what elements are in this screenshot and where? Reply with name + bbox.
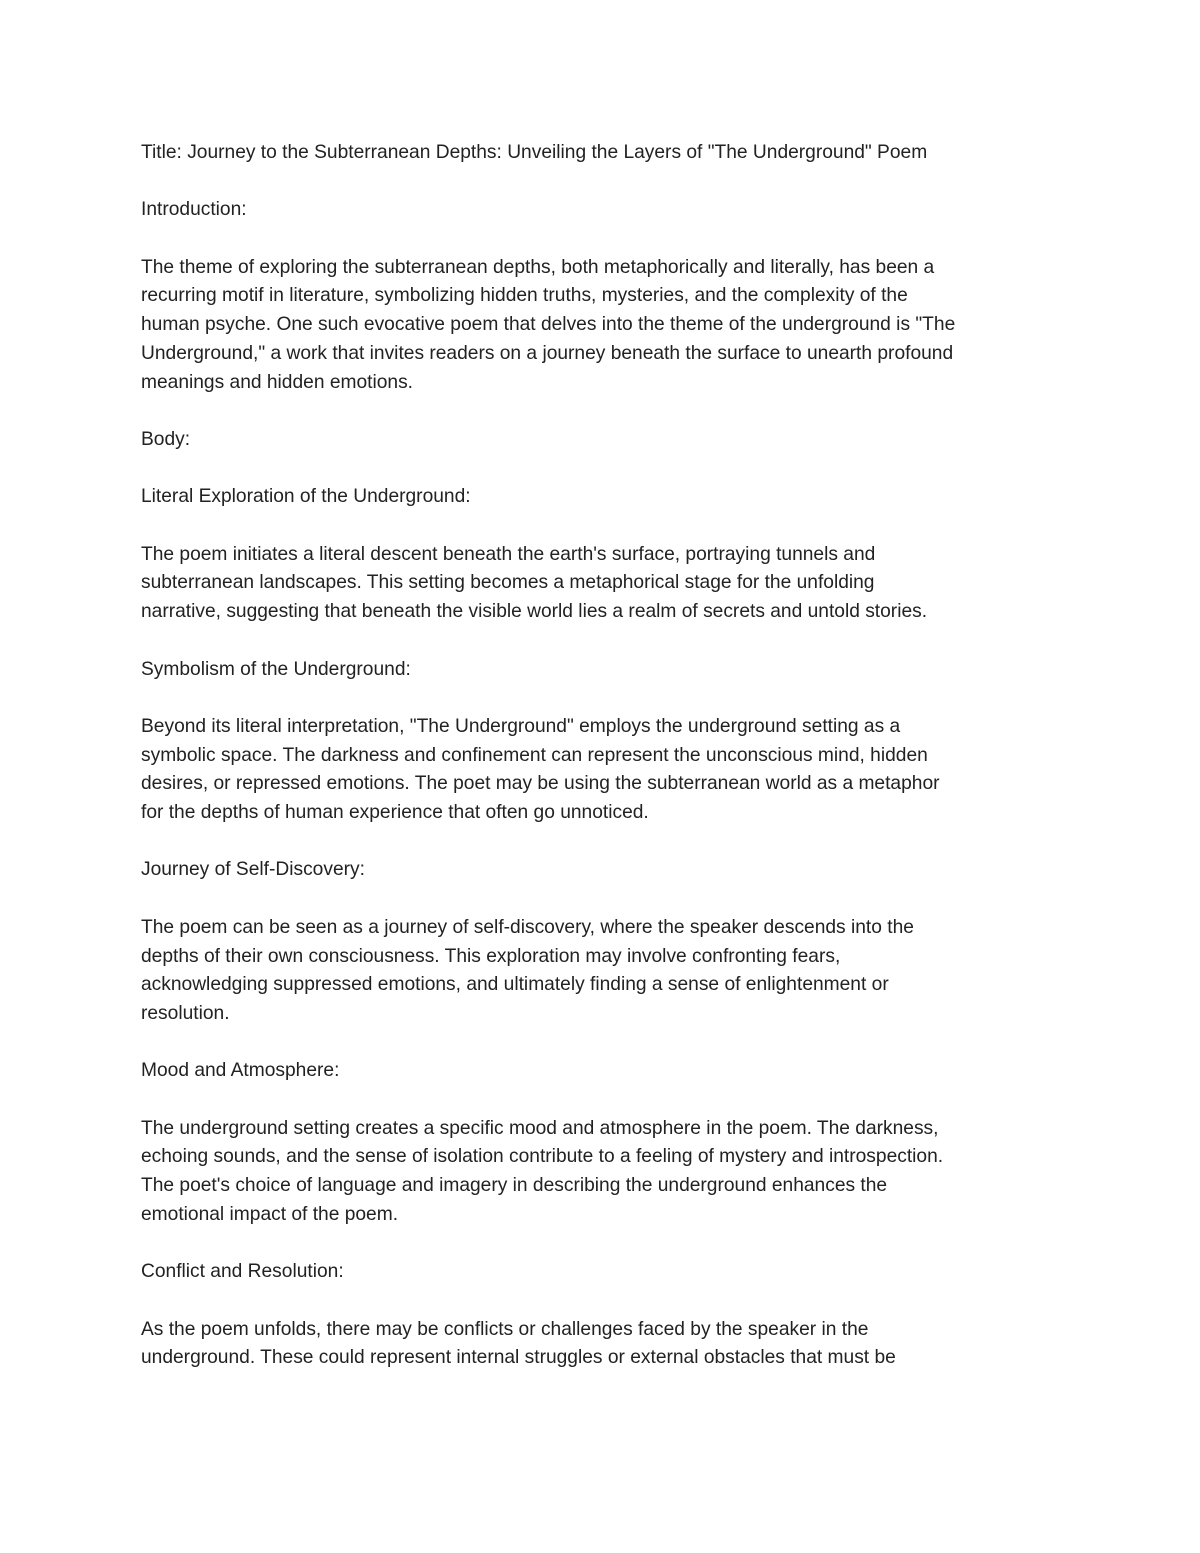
section-heading-symbolism: Symbolism of the Underground:: [141, 658, 411, 680]
body-heading: Body:: [141, 428, 191, 450]
section-paragraph-conflict-resolution: As the poem unfolds, there may be conflicts or challenges faced by the speaker in the underground. These could represent internal struggles or external obstacles that must be: [141, 1318, 896, 1369]
section-heading-literal-exploration: Literal Exploration of the Underground:: [141, 486, 471, 508]
section-paragraph-symbolism: Beyond its literal interpretation, "The Underground" employs the underground setting as a symbolic space. The darkness and confinement can represent the unconscious mind, hidden desires, or repressed emotions. The poet may be using the subterranean world as a metaphor for the depths of human experience that often go unnoticed.: [141, 715, 940, 824]
section-paragraph-self-discovery: The poem can be seen as a journey of self-discovery, where the speaker descends into the depths of their own consciousness. This exploration may involve confronting fears, acknowledging suppressed emotions, and ultimately finding a sense of enlightenment or resolution.: [141, 916, 914, 1024]
document-title: Title: Journey to the Subterranean Depths: Unveiling the Layers of "The Underground" Poem: [141, 142, 928, 163]
section-heading-self-discovery: Journey of Self-Discovery:: [141, 859, 365, 881]
introduction-heading: Introduction:: [141, 199, 247, 221]
section-heading-conflict-resolution: Conflict and Resolution:: [141, 1261, 344, 1283]
document-body: [141, 139, 1066, 1373]
section-paragraph-mood-atmosphere: The underground setting creates a specific mood and atmosphere in the poem. The darkness, echoing sounds, and the sense of isolation contribute to a feeling of mystery and introspection. The poet's choice of language and imagery in describing the underground enhances the emotional impact of the poem.: [141, 1117, 944, 1225]
introduction-paragraph: The theme of exploring the subterranean depths, both metaphorically and literally, has been a recurring motif in literature, symbolizing hidden truths, mysteries, and the complexity of the human psyche. One such evocative poem that delves into the theme of the underground is "The Underground," a work that invites readers on a journey beneath the surface to unearth profound meanings and hidden emotions.: [141, 256, 956, 393]
section-heading-mood-atmosphere: Mood and Atmosphere:: [141, 1060, 340, 1082]
section-paragraph-literal-exploration: The poem initiates a literal descent beneath the earth's surface, portraying tunnels and subterranean landscapes. This setting becomes a metaphorical stage for the unfolding narrative, suggesting that beneath the visible world lies a realm of secrets and untold stories.: [141, 543, 928, 623]
